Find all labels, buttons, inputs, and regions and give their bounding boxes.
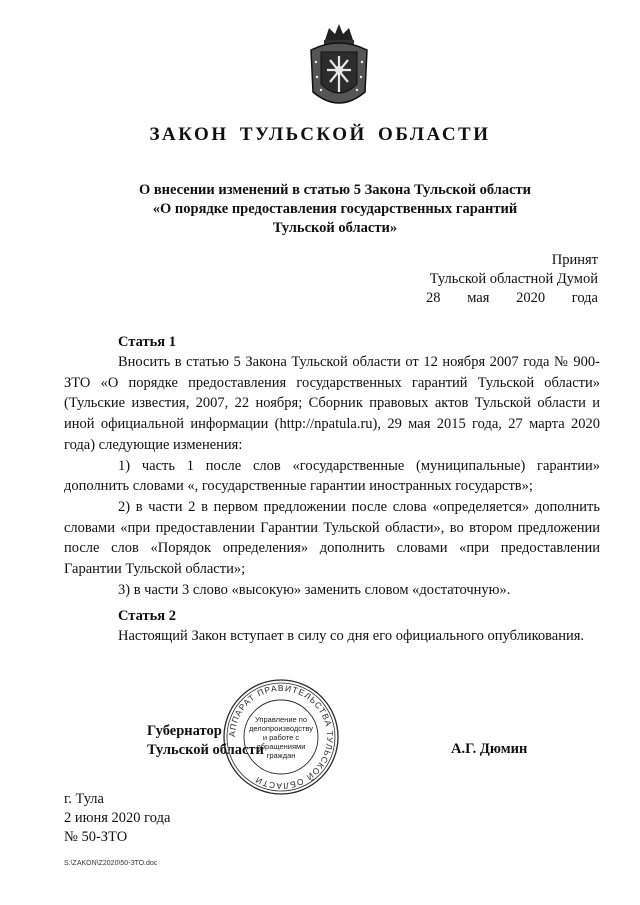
position-line-1: Губернатор <box>147 723 222 739</box>
article-2 <box>64 607 600 647</box>
signatory-position <box>147 722 264 760</box>
amendment-item-1: 1) часть 1 после слов «государственные (муниципальные) гарантии» дополнить словами «, государственные гарантии иностранных государств»; <box>64 457 600 495</box>
subject-line-3: Тульской области» <box>272 220 398 236</box>
adoption-month: мая <box>467 290 490 306</box>
signatory-name: А.Г. Дюмин <box>451 741 528 757</box>
coat-of-arms-emblem <box>305 22 373 116</box>
adoption-block <box>426 251 598 308</box>
article-1-intro: Вносить в статью 5 Закона Тульской области от 12 ноября 2007 года № 900-ЗТО «О порядке предоставления государственных гарантий Тульской области» (Тульские известия, 2007, 22 ноября; Сборник правовых актов Тульской области и иной официальной информации (http://npatula.ru), 29 мая 2015 года, 27 марта 2020 года) следующие изменения: <box>64 354 600 453</box>
adopted-label: Принят <box>551 252 598 268</box>
adoption-day: 28 <box>426 290 441 306</box>
position-line-2: Тульской области <box>147 742 264 758</box>
article-1 <box>64 333 600 600</box>
seal-ring-text: АППАРАТ ПРАВИТЕЛЬСТВА ТУЛЬСКОЙ ОБЛАСТИ <box>226 682 336 792</box>
law-number: № 50-ЗТО <box>64 829 128 845</box>
adopted-by: Тульской областной Думой <box>429 271 598 287</box>
document-title: ЗАКОН ТУЛЬСКОЙ ОБЛАСТИ <box>149 124 491 145</box>
subject-line-1: О внесении изменений в статью 5 Закона Тульской области <box>138 182 532 198</box>
article-2-text: Настоящий Закон вступает в силу со дня его официального опубликования. <box>118 628 585 644</box>
subject-line-2: «О порядке предоставления государственных гарантий <box>152 201 518 217</box>
article-2-heading: Статья 2 <box>118 608 176 624</box>
adoption-year: 2020 <box>516 290 546 306</box>
adoption-year-word: года <box>571 290 598 306</box>
adoption-date <box>426 289 598 308</box>
tula-region-coat-of-arms-icon <box>305 22 373 116</box>
law-subject <box>100 181 570 238</box>
article-1-body <box>64 352 600 600</box>
article-1-heading: Статья 1 <box>118 334 176 350</box>
amendment-item-3: 3) в части 3 слово «высокую» заменить словом «достаточную». <box>118 581 511 598</box>
file-path: S:\ZAKON\Z2020\50-ЗТО.doc <box>64 860 158 867</box>
city: г. Тула <box>64 791 104 807</box>
enactment-details <box>64 790 170 847</box>
amendment-item-2: 2) в части 2 в первом предложении после слова «определяется» дополнить словами «при предоставлении Гарантии Тульской области», во втором предложении после слов «Порядок определения» дополнить словами «при предоставлении Гарантии Тульской области»; <box>64 498 600 578</box>
enactment-date: 2 июня 2020 года <box>64 810 171 826</box>
seal-inner-text: Управление по делопроизводству и работе с обращениями граждан <box>249 715 313 760</box>
